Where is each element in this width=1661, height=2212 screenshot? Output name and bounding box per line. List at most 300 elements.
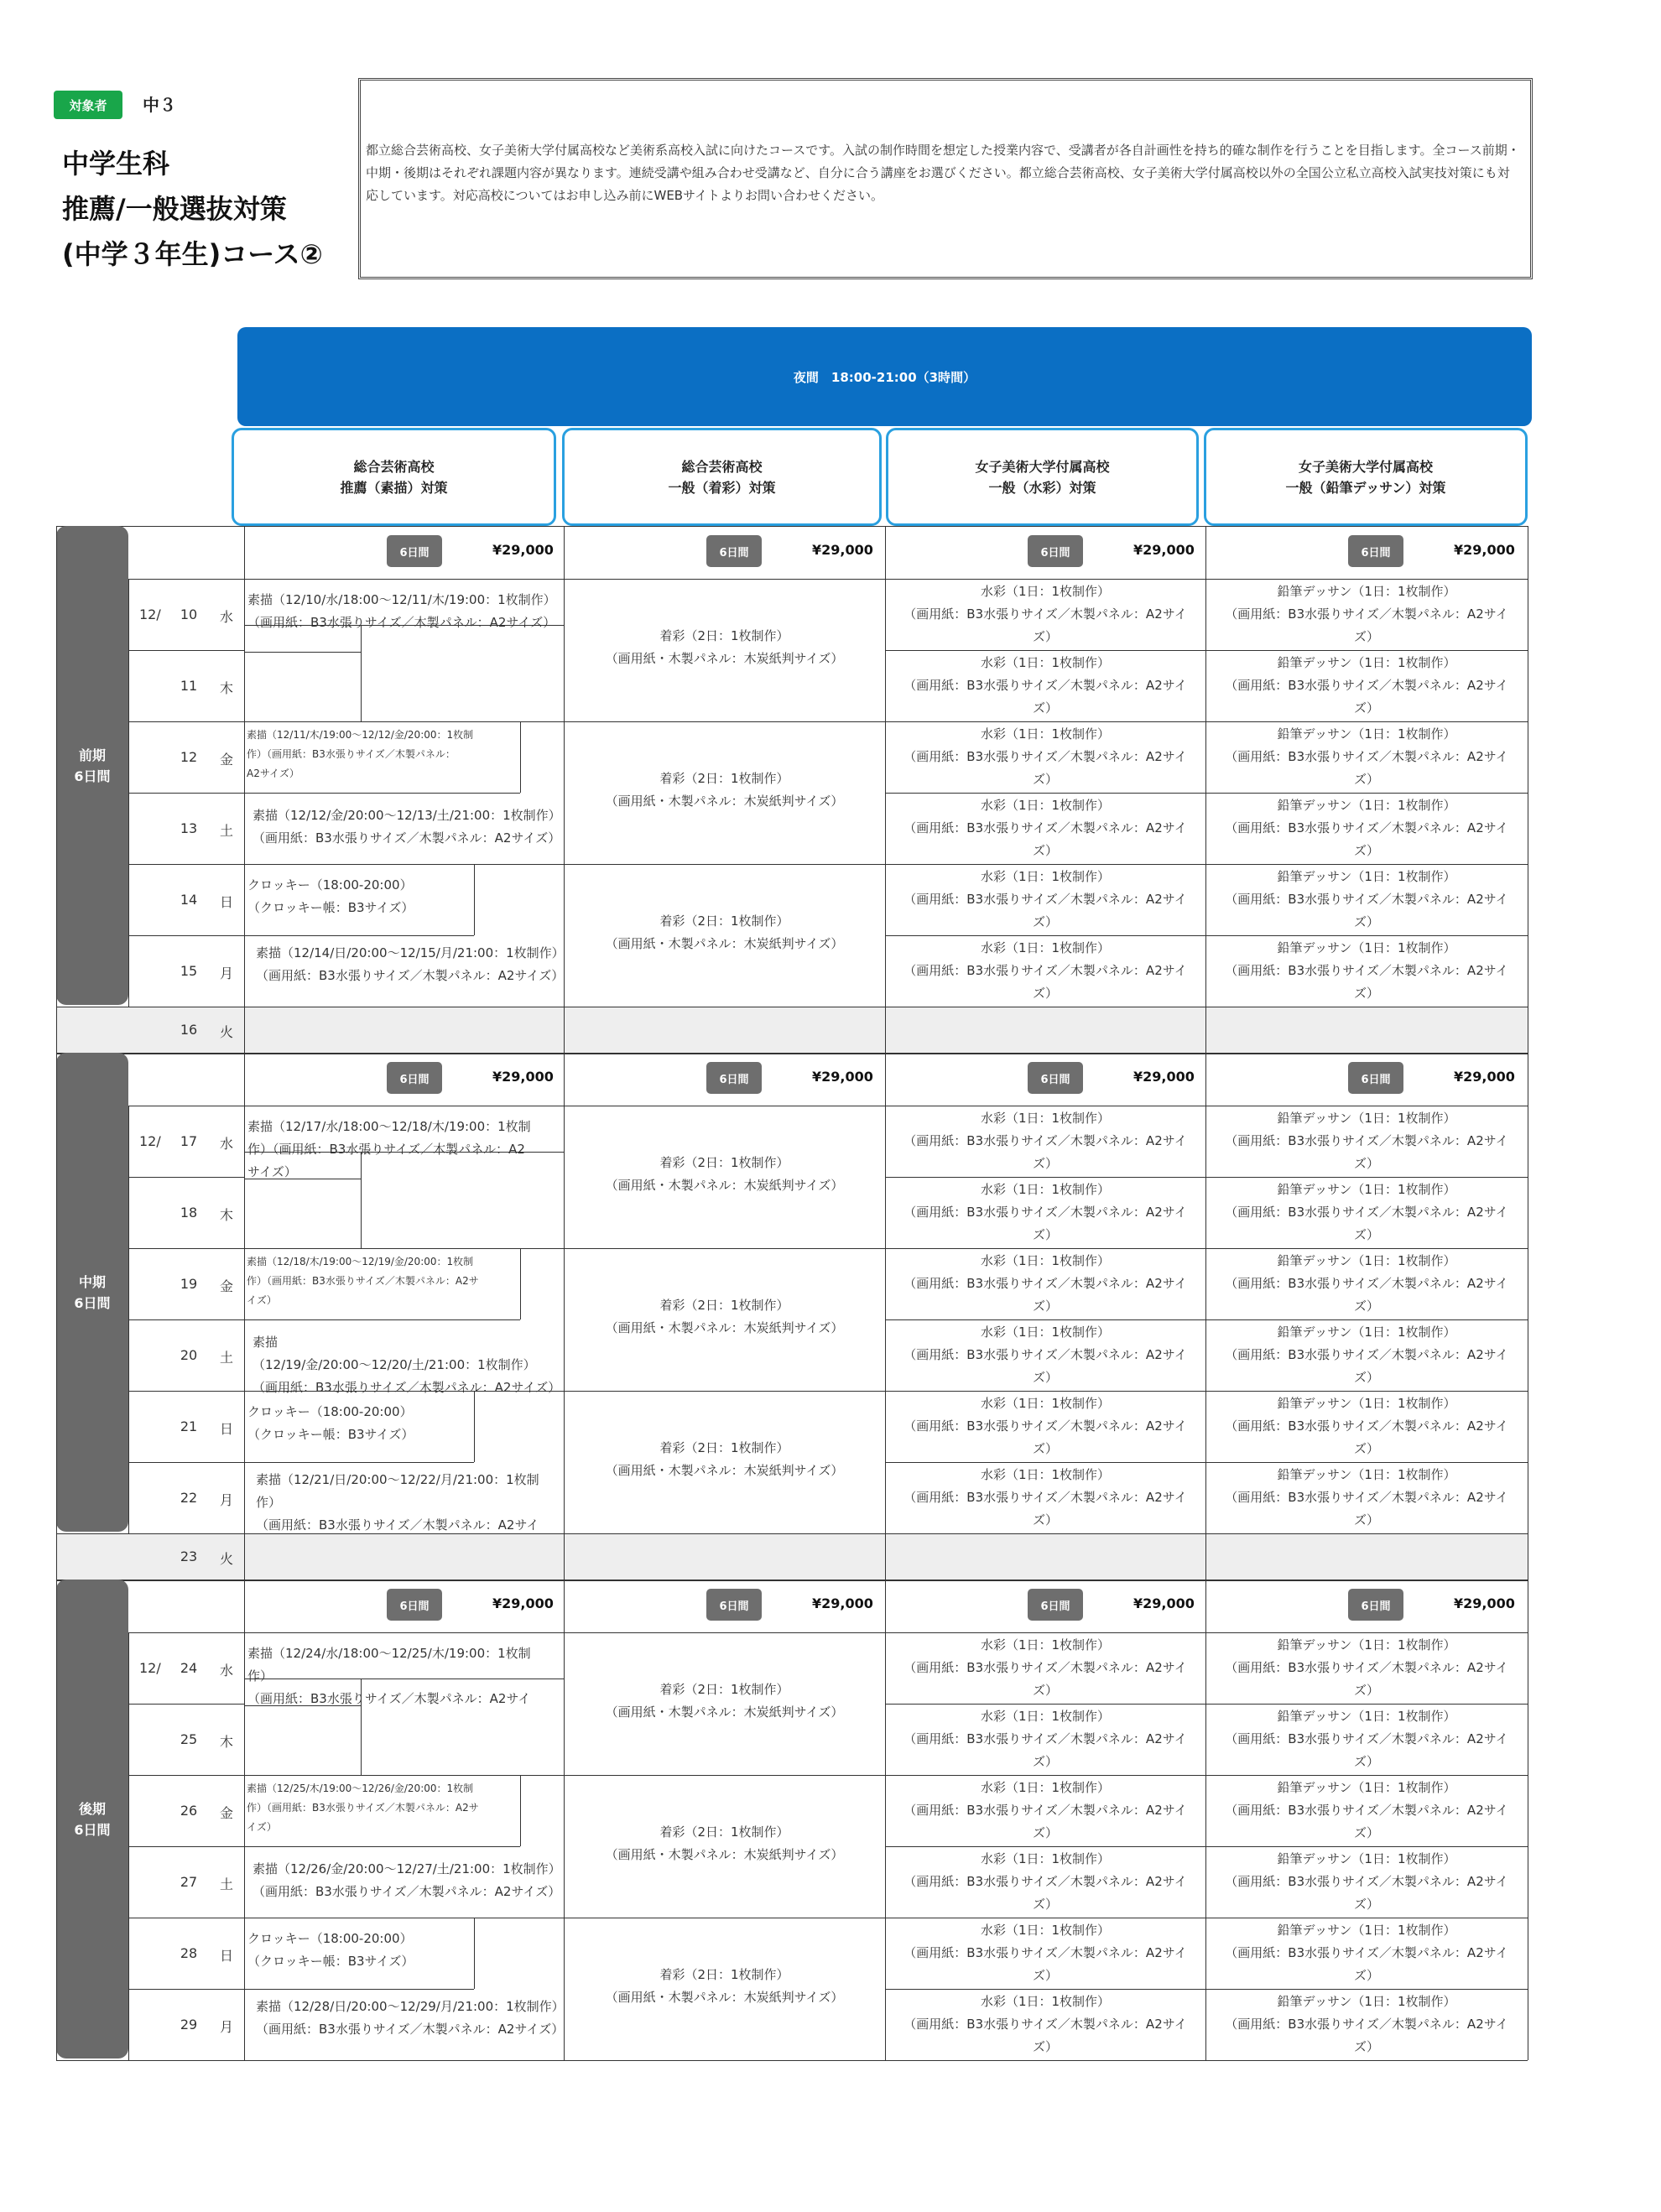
day-number: 22: [180, 1489, 198, 1506]
weekday: 日: [220, 1420, 234, 1437]
grid-line: [56, 1580, 1528, 1581]
grid-line: [1205, 1533, 1206, 1580]
suisai-cell: [885, 1392, 1205, 1460]
grid-line: [128, 1106, 129, 1533]
course-header-line1: 女子美術大学付属高校: [975, 458, 1110, 475]
enpitsu-cell-line: 鉛筆デッサン（1日：1枚制作）: [1277, 1637, 1456, 1652]
sobyo-cell-line: （画用紙：B3水張りサイズ／木製パネル：A2サイズ）: [247, 615, 556, 630]
enpitsu-cell-line: 鉛筆デッサン（1日：1枚制作）: [1277, 1396, 1456, 1411]
suisai-cell: [885, 1179, 1205, 1247]
weekday: 月: [220, 2018, 234, 2035]
grid-line: [244, 1462, 474, 1463]
enpitsu-cell: [1205, 937, 1528, 1005]
croquis-cell-line: （クロッキー帳：B3サイズ）: [247, 1427, 414, 1442]
course-header-line2: 一般（着彩）対策: [668, 479, 776, 496]
chakusai-cell-line: 着彩（2日：1枚制作）: [659, 1824, 789, 1840]
enpitsu-cell-line: （画用紙：B3水張りサイズ／木製パネル：A2サイ: [1225, 678, 1508, 693]
enpitsu-cell-line: ズ）: [1353, 1897, 1379, 1912]
day-number: 21: [180, 1418, 198, 1434]
grid-line: [128, 1846, 244, 1847]
suisai-cell-line: （画用紙：B3水張りサイズ／木製パネル：A2サイ: [903, 749, 1187, 764]
suisai-cell-line: 水彩（1日：1枚制作）: [980, 798, 1111, 813]
weekday: 土: [220, 822, 234, 839]
enpitsu-cell-line: 鉛筆デッサン（1日：1枚制作）: [1277, 1325, 1456, 1340]
enpitsu-cell-line: ズ）: [1353, 1370, 1379, 1385]
chakusai-cell-line: （画用紙・木製パネル：木炭紙判サイズ）: [605, 651, 844, 666]
suisai-cell-line: （画用紙：B3水張りサイズ／木製パネル：A2サイ: [903, 1660, 1187, 1675]
enpitsu-cell-line: 鉛筆デッサン（1日：1枚制作）: [1277, 1780, 1456, 1795]
croquis-cell-line: （クロッキー帳：B3サイズ）: [247, 900, 414, 915]
duration-badge: 6日間: [387, 1062, 442, 1094]
grid-line: [128, 579, 1528, 580]
page-title-line-3: (中学３年生)コース②: [62, 238, 323, 270]
period-label: 後期: [78, 1800, 106, 1817]
sobyo-cell-line: （画用紙：B3水張りサイズ／木製パネル：A2サイズ）: [256, 968, 565, 983]
enpitsu-cell-line: （画用紙：B3水張りサイズ／木製パネル：A2サイ: [1225, 1490, 1508, 1505]
suisai-cell-line: 水彩（1日：1枚制作）: [980, 584, 1111, 599]
sobyo-cell: [256, 942, 565, 987]
chakusai-cell: [564, 625, 885, 670]
price-label: ¥29,000: [812, 542, 873, 558]
grid-line: [128, 1989, 244, 1990]
sobyo-cell: [253, 1331, 563, 1399]
sobyo-cell-line: A2サイズ）: [247, 768, 299, 779]
chakusai-cell: [564, 910, 885, 955]
grid-line: [564, 721, 885, 722]
day-number: 13: [180, 820, 198, 836]
grid-line: [885, 1177, 1528, 1178]
duration-badge: 6日間: [1028, 1589, 1083, 1621]
enpitsu-cell-line: 鉛筆デッサン（1日：1枚制作）: [1277, 1111, 1456, 1126]
duration-badge: 6日間: [1028, 535, 1083, 567]
enpitsu-cell-line: 鉛筆デッサン（1日：1枚制作）: [1277, 584, 1456, 599]
course-header-line2: 一般（鉛筆デッサン）対策: [1285, 479, 1446, 496]
period-label: 前期: [78, 747, 106, 763]
grid-line: [564, 1391, 885, 1392]
suisai-cell-line: （画用紙：B3水張りサイズ／木製パネル：A2サイ: [903, 606, 1187, 622]
sobyo-cell: [247, 1779, 515, 1837]
chakusai-cell-line: （画用紙・木製パネル：木炭紙判サイズ）: [605, 1990, 844, 2005]
sobyo-cell-line: 作）: [247, 1668, 273, 1684]
period-days: 6日間: [74, 1821, 111, 1838]
chakusai-cell-line: 着彩（2日：1枚制作）: [659, 1967, 789, 1982]
enpitsu-cell-line: 鉛筆デッサン（1日：1枚制作）: [1277, 655, 1456, 670]
grid-line: [56, 1053, 57, 1533]
grid-line: [128, 1704, 244, 1705]
grid-line: [56, 1533, 57, 1580]
grid-line: [128, 1248, 244, 1249]
enpitsu-cell-line: （画用紙：B3水張りサイズ／木製パネル：A2サイ: [1225, 1347, 1508, 1362]
weekday: 木: [220, 1206, 234, 1223]
grid-line: [885, 864, 1528, 865]
suisai-cell-line: （画用紙：B3水張りサイズ／木製パネル：A2サイ: [903, 678, 1187, 693]
grid-line: [885, 1391, 1528, 1392]
suisai-cell-line: （画用紙：B3水張りサイズ／木製パネル：A2サイ: [903, 1205, 1187, 1220]
suisai-cell-line: 水彩（1日：1枚制作）: [980, 1780, 1111, 1795]
grid-line: [885, 1319, 1528, 1320]
course-header-line2: 推薦（素描）対策: [340, 479, 448, 496]
suisai-cell-line: （画用紙：B3水張りサイズ／木製パネル：A2サイ: [903, 892, 1187, 907]
grid-line: [244, 1846, 520, 1847]
duration-badge: 6日間: [1028, 1062, 1083, 1094]
grid-line: [885, 650, 1528, 651]
course-description: 都立総合芸術高校、女子美術大学付属高校など美術系高校入試に向けたコースです。入試の制作時間を想定した授業内容で、受講者が各自計画性を持ち的確な制作を行うことを目指します。全コース前期・中期・後期はそれぞれ課題内容が異なります。連続受講や組み合わせ受講など、自分に合う講座をお選びください。都立総合芸術高校、女子美術大学付属高校以外の全国公立私立高校入試実技対策にも対応しています。対応高校についてはお申し込み前にWEBサイトよりお問い合わせください。: [358, 78, 1533, 279]
course-header-line1: 総合芸術高校: [681, 458, 763, 475]
suisai-cell-line: ズ）: [1032, 1825, 1058, 1840]
weekday: 水: [220, 1135, 234, 1152]
enpitsu-cell-line: 鉛筆デッサン（1日：1枚制作）: [1277, 1253, 1456, 1268]
suisai-cell-line: （画用紙：B3水張りサイズ／木製パネル：A2サイ: [903, 2017, 1187, 2032]
grid-line: [885, 935, 1528, 936]
enpitsu-cell-line: （画用紙：B3水張りサイズ／木製パネル：A2サイ: [1225, 1731, 1508, 1746]
grid-line: [244, 793, 520, 794]
grid-line: [885, 1704, 1528, 1705]
suisai-cell-line: 水彩（1日：1枚制作）: [980, 1637, 1111, 1652]
suisai-cell: [885, 1464, 1205, 1532]
sobyo-cell-line: （画用紙：B3水張りサイズ／木製パネル：A2サイ: [256, 1517, 539, 1533]
sobyo-cell-line: 素描（12/11/木/19:00〜12/12/金/20:00：1枚制: [247, 729, 474, 741]
suisai-cell: [885, 1777, 1205, 1845]
suisai-cell-line: 水彩（1日：1枚制作）: [980, 869, 1111, 884]
suisai-cell: [885, 1107, 1205, 1175]
suisai-cell: [885, 1848, 1205, 1916]
suisai-cell-line: ズ）: [1032, 986, 1058, 1001]
grid-line: [474, 1918, 475, 1989]
grid-line: [244, 652, 361, 653]
enpitsu-cell: [1205, 1464, 1528, 1532]
sobyo-cell: [247, 726, 515, 783]
suisai-cell-line: （画用紙：B3水張りサイズ／木製パネル：A2サイ: [903, 1803, 1187, 1818]
suisai-cell-line: ズ）: [1032, 1754, 1058, 1769]
grid-line: [128, 1319, 244, 1320]
suisai-cell: [885, 723, 1205, 791]
suisai-cell: [885, 1991, 1205, 2058]
suisai-cell-line: ズ）: [1032, 1370, 1058, 1385]
chakusai-cell-line: 着彩（2日：1枚制作）: [659, 1298, 789, 1313]
chakusai-cell-line: 着彩（2日：1枚制作）: [659, 1682, 789, 1697]
enpitsu-cell: [1205, 580, 1528, 648]
sobyo-cell-line: 作）（画用紙：B3水張りサイズ／木製パネル：A2サ: [247, 1275, 479, 1287]
sobyo-cell: [247, 589, 558, 634]
enpitsu-cell: [1205, 723, 1528, 791]
grid-line: [885, 793, 1528, 794]
suisai-cell-line: （画用紙：B3水張りサイズ／木製パネル：A2サイ: [903, 1945, 1187, 1960]
sobyo-cell-line: 素描（12/25/木/19:00〜12/26/金/20:00：1枚制: [247, 1783, 474, 1794]
duration-badge: 6日間: [706, 1062, 762, 1094]
enpitsu-cell-line: ズ）: [1353, 629, 1379, 644]
day-number: 15: [180, 962, 198, 979]
weekday: 土: [220, 1349, 234, 1366]
sobyo-cell-line: （12/19/金/20:00〜12/20/土/21:00：1枚制作）: [253, 1357, 536, 1372]
enpitsu-cell-line: ズ）: [1353, 1441, 1379, 1456]
duration-badge: 6日間: [387, 535, 442, 567]
enpitsu-cell-line: （画用紙：B3水張りサイズ／木製パネル：A2サイ: [1225, 1945, 1508, 1960]
day-number: 29: [180, 2016, 198, 2032]
suisai-cell: [885, 1634, 1205, 1702]
enpitsu-cell: [1205, 866, 1528, 934]
suisai-cell-line: ズ）: [1032, 1441, 1058, 1456]
chakusai-cell-line: 着彩（2日：1枚制作）: [659, 913, 789, 929]
enpitsu-cell-line: （画用紙：B3水張りサイズ／木製パネル：A2サイ: [1225, 1205, 1508, 1220]
suisai-cell-line: 水彩（1日：1枚制作）: [980, 1253, 1111, 1268]
enpitsu-cell: [1205, 1705, 1528, 1773]
period-tab: [56, 1580, 128, 2058]
grid-line: [56, 1007, 57, 1054]
chakusai-cell: [564, 1294, 885, 1340]
sobyo-cell: [247, 1642, 558, 1710]
day-number: 27: [180, 1873, 198, 1890]
suisai-cell-line: （画用紙：B3水張りサイズ／木製パネル：A2サイ: [903, 1133, 1187, 1148]
suisai-cell-line: （画用紙：B3水張りサイズ／木製パネル：A2サイ: [903, 820, 1187, 835]
period-label: 中期: [78, 1273, 106, 1290]
day-number: 25: [180, 1731, 198, 1747]
grid-line: [244, 1533, 245, 1580]
enpitsu-cell-line: （画用紙：B3水張りサイズ／木製パネル：A2サイ: [1225, 892, 1508, 907]
sobyo-cell-line: イズ）: [247, 1821, 277, 1833]
day-number: 12: [180, 748, 198, 765]
croquis-cell-line: クロッキー（18:00-20:00）: [247, 1404, 413, 1419]
target-grade: 中３: [143, 95, 176, 115]
suisai-cell-line: 水彩（1日：1枚制作）: [980, 1923, 1111, 1938]
enpitsu-cell: [1205, 1107, 1528, 1175]
suisai-cell-line: ズ）: [1032, 772, 1058, 787]
chakusai-cell-line: （画用紙・木製パネル：木炭紙判サイズ）: [605, 794, 844, 809]
grid-line: [474, 864, 475, 935]
suisai-cell-line: 水彩（1日：1枚制作）: [980, 1325, 1111, 1340]
grid-line: [128, 1177, 244, 1178]
suisai-cell-line: 水彩（1日：1枚制作）: [980, 1467, 1111, 1482]
suisai-cell-line: （画用紙：B3水張りサイズ／木製パネル：A2サイ: [903, 963, 1187, 978]
grid-line: [128, 1775, 244, 1776]
weekday: 火: [220, 1024, 234, 1040]
weekday: 金: [220, 1278, 234, 1294]
chakusai-cell: [564, 1437, 885, 1482]
enpitsu-cell: [1205, 1250, 1528, 1318]
chakusai-cell-line: （画用紙・木製パネル：木炭紙判サイズ）: [605, 1705, 844, 1720]
grid-line: [244, 1248, 564, 1249]
day-number: 16: [180, 1022, 198, 1038]
period-days: 6日間: [74, 1294, 111, 1311]
weekday: 月: [220, 1491, 234, 1508]
sobyo-cell-line: 素描（12/14/日/20:00〜12/15/月/21:00：1枚制作）: [256, 945, 565, 960]
sobyo-cell-line: 作）: [256, 1495, 282, 1510]
enpitsu-cell-line: （画用紙：B3水張りサイズ／木製パネル：A2サイ: [1225, 1276, 1508, 1291]
sobyo-cell: [253, 1858, 563, 1903]
suisai-cell-line: ズ）: [1032, 914, 1058, 929]
chakusai-cell-line: （画用紙・木製パネル：木炭紙判サイズ）: [605, 1463, 844, 1478]
grid-line: [56, 2060, 1528, 2061]
enpitsu-cell-line: ズ）: [1353, 1683, 1379, 1698]
suisai-cell: [885, 580, 1205, 648]
enpitsu-cell: [1205, 794, 1528, 862]
enpitsu-cell-line: ズ）: [1353, 914, 1379, 929]
course-header-line1: 総合芸術高校: [353, 458, 435, 475]
sobyo-cell: [253, 804, 563, 850]
enpitsu-cell: [1205, 1392, 1528, 1460]
grid-line: [128, 1391, 244, 1392]
day-number: 11: [180, 677, 198, 694]
suisai-cell-line: ズ）: [1032, 1512, 1058, 1528]
page-title-line-1: 中学生科: [62, 148, 170, 180]
sobyo-cell-line: 素描（12/10/水/18:00〜12/11/木/19:00：1枚制作）: [247, 592, 556, 607]
month-label: 12/: [139, 1132, 161, 1149]
suisai-cell-line: ズ）: [1032, 1156, 1058, 1171]
grid-line: [244, 935, 474, 936]
sobyo-cell-line: 作）（画用紙：B3水張りサイズ／木製パネル：A2サ: [247, 1802, 479, 1814]
price-label: ¥29,000: [812, 1069, 873, 1085]
duration-badge: 6日間: [706, 535, 762, 567]
suisai-cell-line: （画用紙：B3水張りサイズ／木製パネル：A2サイ: [903, 1418, 1187, 1434]
suisai-cell-line: （画用紙：B3水張りサイズ／木製パネル：A2サイ: [903, 1731, 1187, 1746]
duration-badge: 6日間: [1348, 535, 1403, 567]
chakusai-cell-line: （画用紙・木製パネル：木炭紙判サイズ）: [605, 1320, 844, 1335]
enpitsu-cell-line: 鉛筆デッサン（1日：1枚制作）: [1277, 1851, 1456, 1866]
suisai-cell-line: ズ）: [1032, 843, 1058, 858]
duration-badge: 6日間: [1348, 1589, 1403, 1621]
enpitsu-cell-line: （画用紙：B3水張りサイズ／木製パネル：A2サイ: [1225, 2017, 1508, 2032]
sobyo-cell-line: 素描（12/18/木/19:00〜12/19/金/20:00：1枚制: [247, 1256, 474, 1267]
sobyo-cell-line: 素描（12/26/金/20:00〜12/27/土/21:00：1枚制作）: [253, 1861, 561, 1876]
weekday: 水: [220, 608, 234, 625]
period-tab: [56, 526, 128, 1005]
price-label: ¥29,000: [1454, 1069, 1515, 1085]
enpitsu-cell-line: 鉛筆デッサン（1日：1枚制作）: [1277, 1467, 1456, 1482]
grid-line: [128, 721, 244, 722]
suisai-cell-line: 水彩（1日：1枚制作）: [980, 1709, 1111, 1724]
duration-badge: 6日間: [1348, 1062, 1403, 1094]
suisai-cell-line: （画用紙：B3水張りサイズ／木製パネル：A2サイ: [903, 1347, 1187, 1362]
grid-line: [128, 793, 244, 794]
enpitsu-cell-line: 鉛筆デッサン（1日：1枚制作）: [1277, 1182, 1456, 1197]
grid-line: [885, 1462, 1528, 1463]
suisai-cell-line: （画用紙：B3水張りサイズ／木製パネル：A2サイ: [903, 1276, 1187, 1291]
croquis-cell-line: クロッキー（18:00-20:00）: [247, 1931, 413, 1946]
suisai-cell: [885, 794, 1205, 862]
enpitsu-cell-line: ズ）: [1353, 700, 1379, 716]
grid-line: [564, 1775, 885, 1776]
grid-line: [244, 1007, 245, 1054]
grid-line: [885, 1989, 1528, 1990]
weekday: 木: [220, 1733, 234, 1750]
chakusai-cell: [564, 1152, 885, 1197]
grid-line: [885, 1248, 1528, 1249]
suisai-cell: [885, 1919, 1205, 1987]
grid-line: [56, 526, 1528, 527]
grid-line: [244, 864, 564, 865]
suisai-cell: [885, 1250, 1205, 1318]
chakusai-cell-line: （画用紙・木製パネル：木炭紙判サイズ）: [605, 1178, 844, 1193]
chakusai-cell-line: 着彩（2日：1枚制作）: [659, 1155, 789, 1170]
month-label: 12/: [139, 606, 161, 622]
sobyo-cell-line: （画用紙：B3水張りサイズ／木製パネル：A2サイズ）: [256, 2022, 565, 2037]
suisai-cell: [885, 1321, 1205, 1389]
course-header-line1: 女子美術大学付属高校: [1298, 458, 1433, 475]
enpitsu-cell-line: 鉛筆デッサン（1日：1枚制作）: [1277, 726, 1456, 742]
enpitsu-cell-line: （画用紙：B3水張りサイズ／木製パネル：A2サイ: [1225, 1133, 1508, 1148]
enpitsu-cell-line: （画用紙：B3水張りサイズ／木製パネル：A2サイ: [1225, 606, 1508, 622]
grid-line: [520, 1775, 521, 1846]
grid-line: [361, 625, 362, 721]
weekday: 木: [220, 679, 234, 696]
enpitsu-cell-line: （画用紙：B3水張りサイズ／木製パネル：A2サイ: [1225, 820, 1508, 835]
sobyo-cell-line: 素描（12/21/日/20:00〜12/22/月/21:00：1枚制: [256, 1472, 539, 1487]
day-number: 19: [180, 1275, 198, 1292]
sobyo-cell-line: （画用紙：B3水張りサイズ／木製パネル：A2サイ: [247, 1691, 531, 1706]
enpitsu-cell-line: 鉛筆デッサン（1日：1枚制作）: [1277, 940, 1456, 955]
suisai-cell-line: ズ）: [1032, 700, 1058, 716]
enpitsu-cell-line: ズ）: [1353, 2039, 1379, 2054]
day-number: 28: [180, 1944, 198, 1961]
croquis-cell-line: （クロッキー帳：B3サイズ）: [247, 1954, 414, 1969]
grid-line: [128, 935, 244, 936]
sobyo-cell-line: 作）（画用紙：B3水張りサイズ／木製パネル：A2: [247, 1142, 525, 1157]
grid-line: [564, 1248, 885, 1249]
enpitsu-cell-line: （画用紙：B3水張りサイズ／木製パネル：A2サイ: [1225, 1874, 1508, 1889]
grid-line: [56, 1533, 1528, 1534]
sobyo-cell-line: （画用紙：B3水張りサイズ／木製パネル：A2サイズ）: [253, 830, 561, 846]
suisai-cell-line: ズ）: [1032, 629, 1058, 644]
enpitsu-cell: [1205, 1848, 1528, 1916]
suisai-cell-line: （画用紙：B3水張りサイズ／木製パネル：A2サイ: [903, 1874, 1187, 1889]
suisai-cell-line: 水彩（1日：1枚制作）: [980, 1994, 1111, 2009]
page-title-line-2: 推薦/一般選抜対策: [62, 193, 287, 225]
price-label: ¥29,000: [492, 1069, 554, 1085]
weekday: 金: [220, 751, 234, 768]
enpitsu-cell-line: 鉛筆デッサン（1日：1枚制作）: [1277, 1994, 1456, 2009]
grid-line: [885, 1846, 1528, 1847]
day-number: 10: [180, 606, 198, 622]
weekday: 日: [220, 893, 234, 910]
enpitsu-cell-line: （画用紙：B3水張りサイズ／木製パネル：A2サイ: [1225, 1803, 1508, 1818]
suisai-cell-line: 水彩（1日：1枚制作）: [980, 1851, 1111, 1866]
duration-badge: 6日間: [706, 1589, 762, 1621]
sobyo-cell-line: （画用紙：B3水張りサイズ／木製パネル：A2サイズ）: [253, 1380, 561, 1395]
suisai-cell-line: 水彩（1日：1枚制作）: [980, 1396, 1111, 1411]
grid-line: [885, 1007, 886, 1054]
enpitsu-cell-line: 鉛筆デッサン（1日：1枚制作）: [1277, 869, 1456, 884]
grid-line: [244, 721, 564, 722]
chakusai-cell: [564, 1679, 885, 1724]
suisai-cell-line: 水彩（1日：1枚制作）: [980, 1182, 1111, 1197]
suisai-cell-line: 水彩（1日：1枚制作）: [980, 655, 1111, 670]
enpitsu-cell: [1205, 1991, 1528, 2058]
enpitsu-cell-line: ズ）: [1353, 1825, 1379, 1840]
enpitsu-cell-line: （画用紙：B3水張りサイズ／木製パネル：A2サイ: [1225, 1418, 1508, 1434]
price-label: ¥29,000: [492, 1595, 554, 1611]
sobyo-cell-line: （画用紙：B3水張りサイズ／木製パネル：A2サイズ）: [253, 1884, 561, 1899]
sobyo-cell-line: 素描: [253, 1335, 279, 1350]
day-number: 26: [180, 1802, 198, 1819]
sobyo-cell: [247, 1252, 515, 1310]
course-header-line2: 一般（水彩）対策: [988, 479, 1096, 496]
chakusai-cell-line: 着彩（2日：1枚制作）: [659, 771, 789, 786]
day-number: 17: [180, 1132, 198, 1149]
grid-line: [56, 1053, 1528, 1054]
enpitsu-cell: [1205, 652, 1528, 720]
enpitsu-cell: [1205, 1179, 1528, 1247]
grid-line: [885, 721, 1528, 722]
chakusai-cell-line: 着彩（2日：1枚制作）: [659, 1440, 789, 1455]
enpitsu-cell-line: ズ）: [1353, 986, 1379, 1001]
grid-line: [128, 1462, 244, 1463]
grid-line: [244, 1775, 564, 1776]
price-label: ¥29,000: [1133, 542, 1195, 558]
suisai-cell: [885, 652, 1205, 720]
sobyo-cell: [256, 1469, 558, 1537]
suisai-cell-line: ズ）: [1032, 1897, 1058, 1912]
price-label: ¥29,000: [1133, 1595, 1195, 1611]
enpitsu-cell-line: （画用紙：B3水張りサイズ／木製パネル：A2サイ: [1225, 1660, 1508, 1675]
